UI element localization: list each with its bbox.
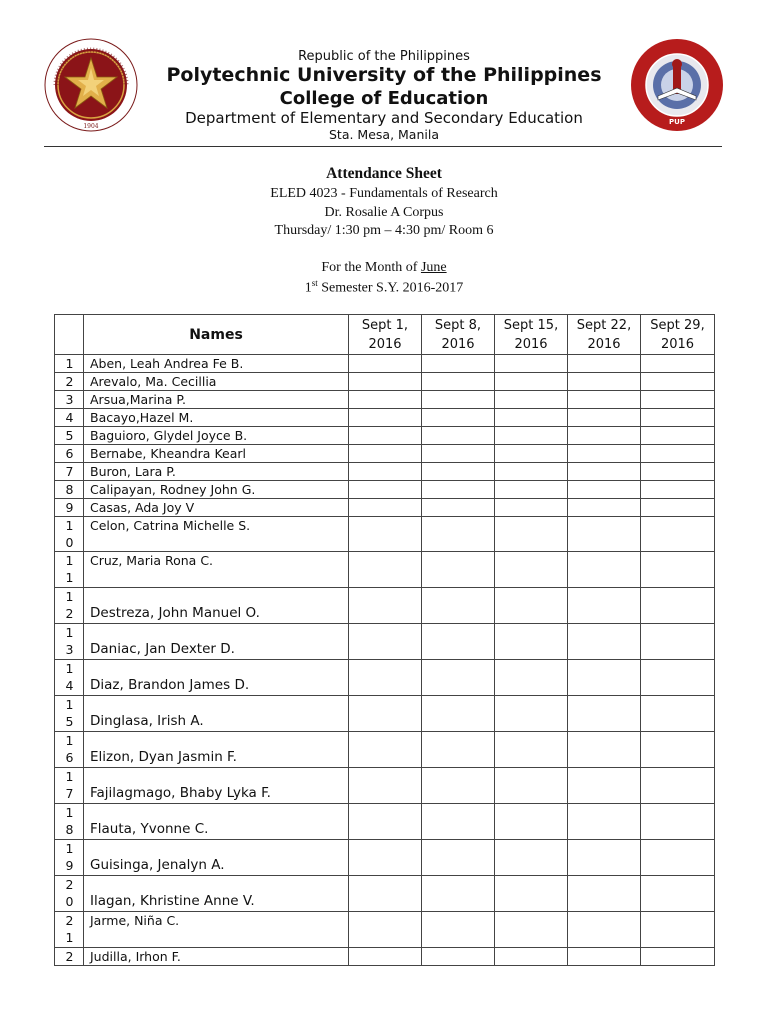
svg-text:PUP: PUP <box>669 118 685 126</box>
row-number <box>55 427 84 445</box>
attendance-cell <box>495 840 568 876</box>
attendance-cell <box>349 517 422 552</box>
republic-line: Republic of the Philippines <box>298 49 470 64</box>
department-name: Department of Elementary and Secondary Education <box>185 109 583 127</box>
attendance-cell <box>495 588 568 624</box>
attendance-cell <box>641 552 715 588</box>
attendance-cell <box>422 427 495 445</box>
semester-suffix: st <box>311 278 318 288</box>
attendance-cell <box>349 463 422 481</box>
attendance-cell <box>349 552 422 588</box>
table-row <box>55 445 715 463</box>
row-number-digit: 1 <box>65 930 74 945</box>
date-header-line2: 2016 <box>660 337 695 352</box>
row-number-digit: 8 <box>65 822 74 837</box>
table-row <box>55 660 715 696</box>
attendance-cell <box>641 948 715 966</box>
table-row <box>55 876 715 912</box>
row-number-digit: 9 <box>65 858 74 873</box>
attendance-cell <box>641 840 715 876</box>
date-header-line1: Sept 8, <box>434 318 482 333</box>
date-header <box>349 315 422 355</box>
attendance-cell <box>495 948 568 966</box>
row-number <box>55 768 84 804</box>
row-number-digit: 1 <box>65 841 74 856</box>
attendance-cell <box>495 732 568 768</box>
table-row <box>55 499 715 517</box>
table-row <box>55 517 715 552</box>
location-line: Sta. Mesa, Manila <box>328 127 439 142</box>
attendance-cell <box>422 696 495 732</box>
attendance-cell <box>641 517 715 552</box>
attendance-cell <box>349 409 422 427</box>
row-number <box>55 463 84 481</box>
row-number <box>55 588 84 624</box>
attendance-cell <box>349 696 422 732</box>
attendance-cell <box>495 463 568 481</box>
attendance-cell <box>422 624 495 660</box>
student-name: Celon, Catrina Michelle S. <box>84 517 349 552</box>
attendance-cell <box>641 499 715 517</box>
attendance-cell <box>641 391 715 409</box>
attendance-cell <box>495 427 568 445</box>
attendance-cell <box>641 409 715 427</box>
table-row <box>55 768 715 804</box>
month-prefix: For the Month of <box>321 260 421 275</box>
row-number-digit: 2 <box>65 949 74 964</box>
table-row <box>55 588 715 624</box>
attendance-cell <box>568 517 641 552</box>
attendance-table <box>54 314 715 966</box>
student-name: Ilagan, Khristine Anne V. <box>84 876 349 912</box>
table-header-row <box>55 315 715 355</box>
attendance-cell <box>568 445 641 463</box>
attendance-cell <box>568 804 641 840</box>
attendance-cell <box>568 876 641 912</box>
date-header <box>641 315 715 355</box>
university-name: Polytechnic University of the Philippines <box>166 64 602 86</box>
semester-line <box>0 278 768 297</box>
attendance-cell <box>641 660 715 696</box>
student-name: Calipayan, Rodney John G. <box>84 481 349 499</box>
row-number <box>55 840 84 876</box>
row-number <box>55 373 84 391</box>
date-header-line1: Sept 15, <box>503 318 559 333</box>
schedule-line: Thursday/ 1:30 pm – 4:30 pm/ Room 6 <box>274 223 494 238</box>
row-number-digit: 1 <box>65 769 74 784</box>
row-number-digit: 8 <box>65 482 74 497</box>
row-number <box>55 912 84 948</box>
attendance-cell <box>422 840 495 876</box>
attendance-cell <box>349 481 422 499</box>
student-name: Bacayo,Hazel M. <box>84 409 349 427</box>
attendance-cell <box>349 732 422 768</box>
attendance-cell <box>641 588 715 624</box>
attendance-cell <box>422 409 495 427</box>
attendance-cell <box>422 804 495 840</box>
student-name: Cruz, Maria Rona C. <box>84 552 349 588</box>
date-header-line2: 2016 <box>587 337 621 352</box>
table-row <box>55 481 715 499</box>
attendance-cell <box>422 517 495 552</box>
student-name: Arevalo, Ma. Cecillia <box>84 373 349 391</box>
row-number <box>55 552 84 588</box>
row-number <box>55 660 84 696</box>
attendance-cell <box>349 768 422 804</box>
attendance-cell <box>568 409 641 427</box>
row-number-digit: 1 <box>65 570 74 585</box>
row-number-digit: 3 <box>65 642 74 657</box>
student-name: Casas, Ada Joy V <box>84 499 349 517</box>
row-number <box>55 624 84 660</box>
attendance-cell <box>568 840 641 876</box>
attendance-cell <box>495 499 568 517</box>
student-name: Jarme, Niña C. <box>84 912 349 948</box>
attendance-cell <box>422 912 495 948</box>
attendance-cell <box>495 552 568 588</box>
student-name: Judilla, Irhon F. <box>84 948 349 966</box>
table-row <box>55 948 715 966</box>
row-number-digit: 7 <box>65 786 74 801</box>
student-name: Bernabe, Kheandra Kearl <box>84 445 349 463</box>
names-header: Names <box>84 315 349 355</box>
row-number-digit: 1 <box>65 589 74 604</box>
attendance-cell <box>641 445 715 463</box>
attendance-cell <box>422 481 495 499</box>
pup-seal-logo <box>44 38 138 132</box>
attendance-cell <box>641 732 715 768</box>
attendance-cell <box>568 732 641 768</box>
attendance-cell <box>568 499 641 517</box>
row-number-digit: 2 <box>65 877 74 892</box>
attendance-cell <box>568 948 641 966</box>
attendance-cell <box>349 804 422 840</box>
attendance-cell <box>349 912 422 948</box>
month-value: June <box>420 260 447 275</box>
attendance-cell <box>568 912 641 948</box>
semester-number: 1 <box>304 280 312 296</box>
attendance-cell <box>568 391 641 409</box>
row-number <box>55 804 84 840</box>
attendance-cell <box>568 481 641 499</box>
attendance-cell <box>495 696 568 732</box>
date-header <box>422 315 495 355</box>
row-number-digit: 9 <box>65 500 74 515</box>
sheet-title: Attendance Sheet <box>326 165 442 182</box>
attendance-cell <box>422 876 495 912</box>
attendance-cell <box>349 660 422 696</box>
instructor-line: Dr. Rosalie A Corpus <box>324 205 444 220</box>
table-row <box>55 552 715 588</box>
attendance-cell <box>641 624 715 660</box>
row-number <box>55 732 84 768</box>
row-number-digit: 6 <box>65 446 74 461</box>
row-number <box>55 517 84 552</box>
student-name: Aben, Leah Andrea Fe B. <box>84 355 349 373</box>
student-name: Fajilagmago, Bhaby Lyka F. <box>84 768 349 804</box>
attendance-cell <box>495 391 568 409</box>
attendance-cell <box>568 373 641 391</box>
attendance-cell <box>641 481 715 499</box>
attendance-cell <box>349 391 422 409</box>
attendance-cell <box>641 355 715 373</box>
row-number <box>55 499 84 517</box>
attendance-cell <box>422 463 495 481</box>
table-row <box>55 373 715 391</box>
attendance-cell <box>568 696 641 732</box>
row-number-digit: 1 <box>65 356 74 371</box>
attendance-cell <box>422 355 495 373</box>
attendance-cell <box>641 696 715 732</box>
attendance-cell <box>495 517 568 552</box>
attendance-cell <box>495 912 568 948</box>
row-number <box>55 409 84 427</box>
row-number-digit: 1 <box>65 553 74 568</box>
svg-text:1904: 1904 <box>83 123 99 130</box>
table-row <box>55 912 715 948</box>
date-header-line1: Sept 22, <box>576 318 632 333</box>
attendance-cell <box>641 463 715 481</box>
attendance-cell <box>641 373 715 391</box>
attendance-cell <box>349 948 422 966</box>
student-name: Baguioro, Glydel Joyce B. <box>84 427 349 445</box>
attendance-cell <box>568 768 641 804</box>
attendance-cell <box>495 409 568 427</box>
row-number-digit: 7 <box>65 464 74 479</box>
attendance-cell <box>349 624 422 660</box>
attendance-cell <box>495 373 568 391</box>
row-number <box>55 391 84 409</box>
attendance-cell <box>422 948 495 966</box>
attendance-cell <box>641 768 715 804</box>
attendance-cell <box>349 876 422 912</box>
student-name: Arsua,Marina P. <box>84 391 349 409</box>
attendance-cell <box>422 552 495 588</box>
row-number-digit: 1 <box>65 518 74 533</box>
document-header <box>0 0 768 150</box>
row-number-digit: 0 <box>65 535 74 550</box>
attendance-cell <box>349 445 422 463</box>
table-row <box>55 355 715 373</box>
student-name: Diaz, Brandon James D. <box>84 660 349 696</box>
student-name: Dinglasa, Irish A. <box>84 696 349 732</box>
month-line <box>0 260 768 276</box>
row-number <box>55 948 84 966</box>
college-name: College of Education <box>279 88 489 109</box>
attendance-cell <box>495 445 568 463</box>
row-number-digit: 2 <box>65 913 74 928</box>
attendance-cell <box>568 588 641 624</box>
row-number-digit: 1 <box>65 733 74 748</box>
attendance-cell <box>568 355 641 373</box>
attendance-cell <box>349 840 422 876</box>
attendance-cell <box>422 588 495 624</box>
row-number-digit: 6 <box>65 750 74 765</box>
attendance-cell <box>495 481 568 499</box>
attendance-cell <box>568 427 641 445</box>
attendance-cell <box>349 355 422 373</box>
table-row <box>55 391 715 409</box>
row-number <box>55 481 84 499</box>
row-number-digit: 1 <box>65 661 74 676</box>
attendance-cell <box>568 660 641 696</box>
row-number-digit: 5 <box>65 428 74 443</box>
number-header <box>55 315 84 355</box>
attendance-cell <box>495 624 568 660</box>
attendance-cell <box>495 768 568 804</box>
attendance-cell <box>495 804 568 840</box>
attendance-cell <box>495 876 568 912</box>
date-header <box>495 315 568 355</box>
semester-text: Semester S.Y. 2016-2017 <box>317 280 464 296</box>
student-name: Elizon, Dyan Jasmin F. <box>84 732 349 768</box>
date-header-line2: 2016 <box>368 337 402 352</box>
row-number-digit: 1 <box>65 805 74 820</box>
table-row <box>55 732 715 768</box>
attendance-cell <box>422 499 495 517</box>
course-line: ELED 4023 - Fundamentals of Research <box>270 186 498 201</box>
attendance-cell <box>349 588 422 624</box>
date-header-line1: Sept 1, <box>361 318 409 333</box>
table-row <box>55 427 715 445</box>
table-row <box>55 624 715 660</box>
attendance-cell <box>422 445 495 463</box>
attendance-cell <box>422 768 495 804</box>
student-name: Flauta, Yvonne C. <box>84 804 349 840</box>
attendance-cell <box>568 624 641 660</box>
row-number-digit: 0 <box>65 894 74 909</box>
student-name: Buron, Lara P. <box>84 463 349 481</box>
attendance-cell <box>422 373 495 391</box>
college-of-education-seal-logo <box>630 38 724 132</box>
attendance-cell <box>495 660 568 696</box>
table-row <box>55 463 715 481</box>
attendance-cell <box>641 876 715 912</box>
row-number-digit: 5 <box>65 714 74 729</box>
table-row <box>55 804 715 840</box>
table-row <box>55 840 715 876</box>
header-divider <box>44 146 722 147</box>
student-name: Guisinga, Jenalyn A. <box>84 840 349 876</box>
row-number-digit: 4 <box>65 410 74 425</box>
attendance-cell <box>349 499 422 517</box>
row-number <box>55 696 84 732</box>
row-number-digit: 3 <box>65 392 74 407</box>
row-number-digit: 4 <box>65 678 74 693</box>
student-name: Destreza, John Manuel O. <box>84 588 349 624</box>
row-number-digit: 1 <box>65 697 74 712</box>
attendance-cell <box>422 732 495 768</box>
row-number <box>55 355 84 373</box>
attendance-cell <box>422 660 495 696</box>
date-header-line2: 2016 <box>514 337 548 352</box>
attendance-cell <box>641 912 715 948</box>
student-name: Daniac, Jan Dexter D. <box>84 624 349 660</box>
attendance-cell <box>349 373 422 391</box>
row-number-digit: 1 <box>65 625 74 640</box>
attendance-cell <box>349 427 422 445</box>
table-row <box>55 409 715 427</box>
attendance-cell <box>641 427 715 445</box>
row-number <box>55 876 84 912</box>
attendance-cell <box>568 552 641 588</box>
row-number-digit: 2 <box>65 606 74 621</box>
row-number <box>55 445 84 463</box>
date-header-line2: 2016 <box>441 337 475 352</box>
row-number-digit: 2 <box>65 374 74 389</box>
date-header <box>568 315 641 355</box>
attendance-cell <box>422 391 495 409</box>
date-header-line1: Sept 29, <box>650 318 705 333</box>
attendance-cell <box>568 463 641 481</box>
attendance-cell <box>641 804 715 840</box>
attendance-cell <box>495 355 568 373</box>
table-row <box>55 696 715 732</box>
